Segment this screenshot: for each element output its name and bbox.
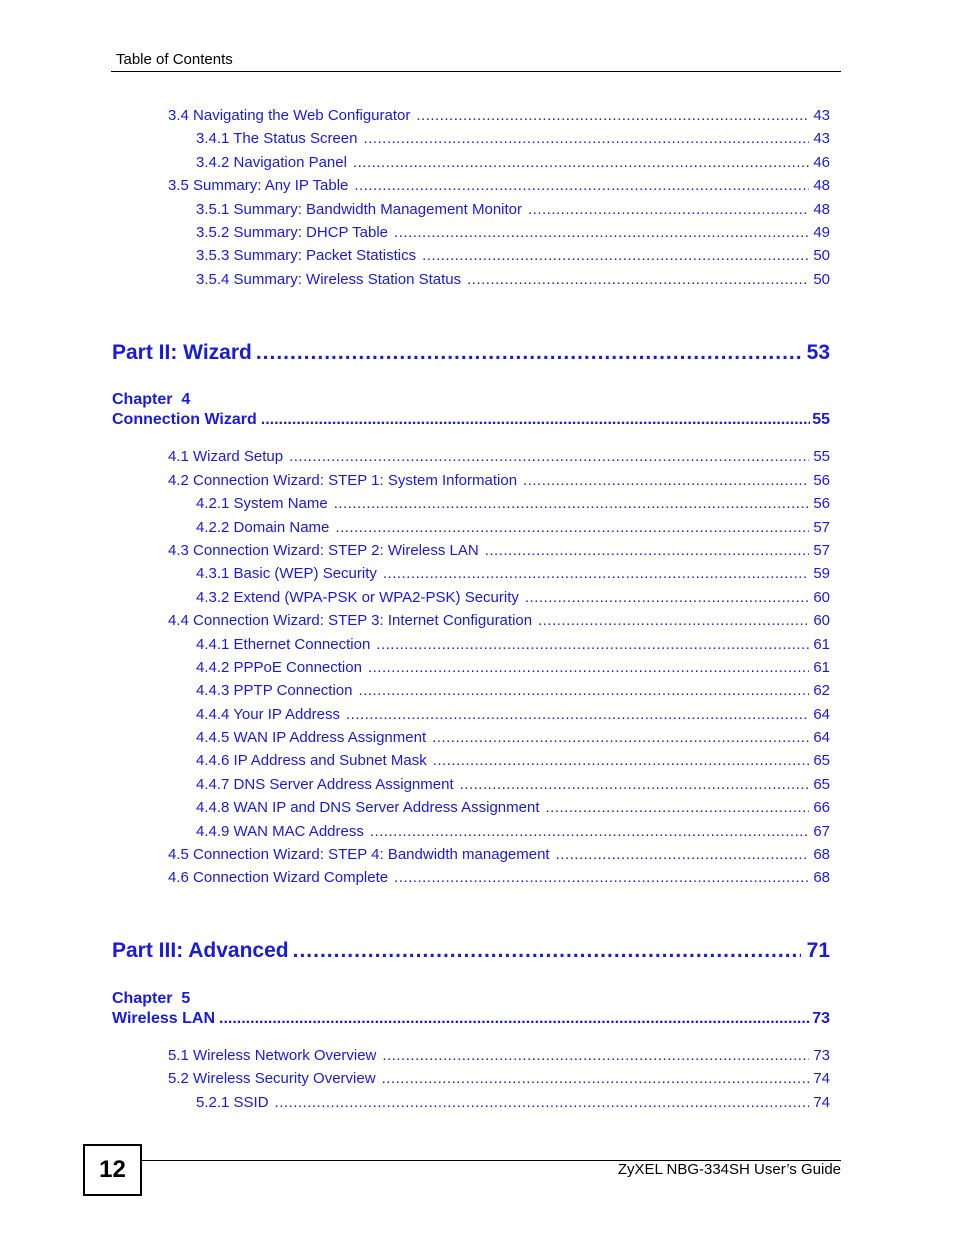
toc-leader-dots — [383, 565, 809, 582]
toc-entry-title: 3.5 Summary: Any IP Table — [168, 177, 349, 194]
toc-entry-page: 74 — [813, 1070, 830, 1087]
part-title: Part III: Advanced — [112, 939, 289, 962]
toc-leader-dots — [485, 542, 810, 559]
toc-entry-4-4-9[interactable] — [196, 823, 830, 840]
toc-entry-title: 4.2 Connection Wizard: STEP 1: System Information — [168, 472, 518, 489]
toc-leader-dots — [467, 271, 809, 288]
toc-leader-dots — [433, 752, 810, 769]
toc-entry-title: 4.4 Connection Wizard: STEP 3: Internet Configuration — [168, 612, 533, 629]
toc-leader-dots — [528, 201, 809, 218]
toc-entry-4-4-7[interactable] — [196, 776, 830, 793]
toc-chapter-4[interactable] — [112, 411, 830, 429]
toc-entry-page: 56 — [813, 495, 830, 512]
toc-entry-page: 68 — [813, 869, 830, 886]
toc-entry-title: 4.3 Connection Wizard: STEP 2: Wireless LAN — [168, 542, 479, 559]
toc-entry-title: 3.4.1 The Status Screen — [196, 130, 358, 147]
toc-entry-title: 4.4.6 IP Address and Subnet Mask — [196, 752, 427, 769]
toc-entry-title: 3.4 Navigating the Web Configurator — [168, 107, 411, 124]
toc-entry-page: 48 — [813, 177, 830, 194]
toc-entry-title: 5.2.1 SSID — [196, 1094, 269, 1111]
toc-leader-dots — [368, 659, 809, 676]
toc-entry-3-5-2[interactable] — [196, 224, 830, 241]
toc-entry-page: 60 — [813, 589, 830, 606]
toc-entry-4-2-2[interactable] — [196, 519, 830, 536]
toc-part-2[interactable] — [112, 341, 830, 365]
toc-entry-3-5-4[interactable] — [196, 271, 830, 288]
toc-entry-page: 68 — [813, 846, 830, 863]
toc-entry-4-3-2[interactable] — [196, 589, 830, 606]
footer-guide-title: ZyXEL NBG-334SH User’s Guide — [617, 1161, 841, 1178]
toc-leader-dots — [256, 341, 801, 365]
toc-entry-title: 4.1 Wizard Setup — [168, 448, 284, 465]
toc-entry-4-4-8[interactable] — [196, 799, 830, 816]
toc-entry-title: 4.2.1 System Name — [196, 495, 328, 512]
toc-leader-dots — [556, 846, 810, 863]
toc-leader-dots — [394, 224, 809, 241]
toc-entry-page: 49 — [813, 224, 830, 241]
toc-entry-page: 65 — [813, 776, 830, 793]
toc-entry-title: 4.3.1 Basic (WEP) Security — [196, 565, 377, 582]
toc-entry-4-2[interactable] — [168, 472, 830, 489]
toc-entry-4-1[interactable] — [168, 448, 830, 465]
toc-entry-4-2-1[interactable] — [196, 495, 830, 512]
toc-leader-dots — [354, 177, 809, 194]
toc-leader-dots — [261, 411, 810, 429]
toc-entry-3-4-1[interactable] — [196, 130, 830, 147]
toc-leader-dots — [416, 107, 809, 124]
toc-entry-3-4-2[interactable] — [196, 154, 830, 171]
toc-entry-5-2[interactable] — [168, 1070, 830, 1087]
toc-entry-4-4-6[interactable] — [196, 752, 830, 769]
chapter-page: 55 — [812, 411, 830, 428]
toc-leader-dots — [364, 130, 810, 147]
toc-leader-dots — [538, 612, 809, 629]
toc-entry-title: 4.4.4 Your IP Address — [196, 706, 341, 723]
toc-leader-dots — [370, 823, 809, 840]
toc-part-3[interactable] — [112, 939, 830, 963]
toc-entry-page: 61 — [813, 659, 830, 676]
toc-leader-dots — [376, 636, 809, 653]
toc-leader-dots — [394, 869, 809, 886]
toc-leader-dots — [523, 472, 809, 489]
toc-leader-dots — [346, 706, 809, 723]
toc-entry-page: 57 — [813, 519, 830, 536]
toc-entry-page: 43 — [813, 107, 830, 124]
toc-entry-title: 4.3.2 Extend (WPA-PSK or WPA2-PSK) Security — [196, 589, 519, 606]
toc-entry-page: 56 — [813, 472, 830, 489]
toc-leader-dots — [219, 1010, 810, 1028]
toc-entry-title: 4.5 Connection Wizard: STEP 4: Bandwidth management — [168, 846, 550, 863]
toc-entry-title: 4.4.1 Ethernet Connection — [196, 636, 371, 653]
toc-entry-title: 4.6 Connection Wizard Complete — [168, 869, 389, 886]
toc-entry-4-4-5[interactable] — [196, 729, 830, 746]
toc-entry-page: 46 — [813, 154, 830, 171]
toc-entry-4-4-3[interactable] — [196, 682, 830, 699]
page-header-title: Table of Contents — [116, 51, 233, 68]
toc-entry-title: 3.5.3 Summary: Packet Statistics — [196, 247, 417, 264]
toc-entry-page: 55 — [813, 448, 830, 465]
toc-entry-page: 66 — [813, 799, 830, 816]
chapter-page: 73 — [812, 1010, 830, 1027]
toc-leader-dots — [460, 776, 810, 793]
part-title: Part II: Wizard — [112, 341, 252, 364]
toc-entry-4-4-1[interactable] — [196, 636, 830, 653]
toc-entry-title: 3.5.2 Summary: DHCP Table — [196, 224, 389, 241]
toc-leader-dots — [546, 799, 810, 816]
toc-leader-dots — [334, 495, 810, 512]
toc-leader-dots — [289, 448, 809, 465]
toc-entry-4-4-2[interactable] — [196, 659, 830, 676]
toc-entry-title: 5.1 Wireless Network Overview — [168, 1047, 377, 1064]
toc-entry-page: 50 — [813, 247, 830, 264]
toc-entry-title: 4.2.2 Domain Name — [196, 519, 330, 536]
toc-entry-title: 3.4.2 Navigation Panel — [196, 154, 347, 171]
toc-entry-title: 4.4.2 PPPoE Connection — [196, 659, 362, 676]
toc-leader-dots — [353, 154, 809, 171]
toc-entry-4-4[interactable] — [168, 612, 830, 629]
toc-entry-page: 59 — [813, 565, 830, 582]
toc-entry-page: 57 — [813, 542, 830, 559]
page-number-box — [83, 1144, 142, 1196]
toc-entry-page: 60 — [813, 612, 830, 629]
toc-entry-page: 43 — [813, 130, 830, 147]
toc-entry-title: 3.5.1 Summary: Bandwidth Management Monitor — [196, 201, 522, 218]
page-number: 12 — [99, 1156, 126, 1183]
part-page: 71 — [806, 939, 830, 962]
chapter-title: Wireless LAN — [112, 1010, 215, 1027]
toc-entry-page: 61 — [813, 636, 830, 653]
toc-entry-3-5[interactable] — [168, 177, 830, 194]
chapter-5-label: Chapter 5 — [112, 990, 191, 1007]
toc-entry-5-2-1[interactable] — [196, 1094, 830, 1111]
toc-leader-dots — [275, 1094, 810, 1111]
toc-leader-dots — [432, 729, 809, 746]
header-rule — [111, 71, 841, 72]
toc-entry-3-4[interactable] — [168, 107, 830, 124]
toc-entry-3-5-1[interactable] — [196, 201, 830, 218]
toc-leader-dots — [525, 589, 809, 606]
toc-leader-dots — [382, 1070, 810, 1087]
toc-entry-page: 62 — [813, 682, 830, 699]
toc-entry-page: 65 — [813, 752, 830, 769]
toc-entry-4-5[interactable] — [168, 846, 830, 863]
toc-chapter-5[interactable] — [112, 1010, 830, 1028]
toc-entry-page: 73 — [813, 1047, 830, 1064]
toc-entry-page: 48 — [813, 201, 830, 218]
toc-entry-4-3[interactable] — [168, 542, 830, 559]
chapter-title: Connection Wizard — [112, 411, 257, 428]
toc-leader-dots — [293, 939, 801, 963]
toc-entry-3-5-3[interactable] — [196, 247, 830, 264]
toc-entry-title: 4.4.9 WAN MAC Address — [196, 823, 364, 840]
toc-entry-page: 64 — [813, 706, 830, 723]
toc-entry-title: 3.5.4 Summary: Wireless Station Status — [196, 271, 462, 288]
toc-entry-page: 64 — [813, 729, 830, 746]
toc-entry-page: 74 — [813, 1094, 830, 1111]
toc-entry-page: 67 — [813, 823, 830, 840]
toc-entry-4-3-1[interactable] — [196, 565, 830, 582]
toc-leader-dots — [422, 247, 809, 264]
toc-entry-page: 50 — [813, 271, 830, 288]
toc-leader-dots — [359, 682, 810, 699]
part-page: 53 — [806, 341, 830, 364]
toc-entry-title: 5.2 Wireless Security Overview — [168, 1070, 376, 1087]
toc-entry-title: 4.4.5 WAN IP Address Assignment — [196, 729, 427, 746]
toc-entry-title: 4.4.7 DNS Server Address Assignment — [196, 776, 454, 793]
chapter-4-label: Chapter 4 — [112, 391, 191, 408]
toc-entry-4-6[interactable] — [168, 869, 830, 886]
toc-leader-dots — [382, 1047, 809, 1064]
toc-entry-4-4-4[interactable] — [196, 706, 830, 723]
toc-entry-title: 4.4.3 PPTP Connection — [196, 682, 353, 699]
toc-entry-5-1[interactable] — [168, 1047, 830, 1064]
toc-leader-dots — [335, 519, 809, 536]
toc-entry-title: 4.4.8 WAN IP and DNS Server Address Assignment — [196, 799, 540, 816]
